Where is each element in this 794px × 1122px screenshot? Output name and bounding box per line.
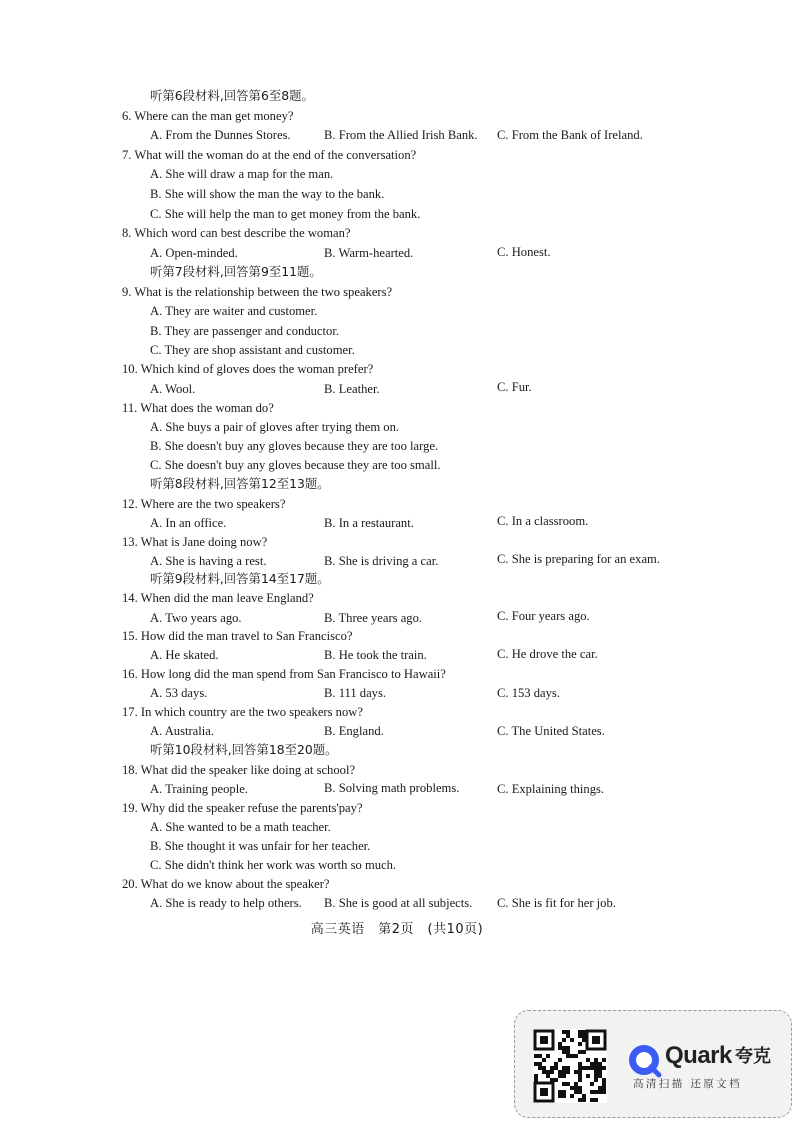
question-line: C. In a classroom. — [497, 514, 589, 528]
question-line: C. He drove the car. — [497, 647, 598, 661]
question-line: C. She will help the man to get money from the bank. — [150, 207, 421, 221]
question-line: B. In a restaurant. — [324, 516, 414, 530]
question-line: C. Fur. — [497, 380, 532, 394]
quark-brand-name: Quark — [665, 1042, 732, 1069]
question-line: 19. Why did the speaker refuse the parents'pay? — [122, 801, 363, 815]
question-line: A. Wool. — [150, 382, 196, 396]
section-instruction: 听第6段材料,回答第6至8题。 — [150, 88, 314, 103]
quark-scan-badge[interactable] — [514, 1010, 792, 1118]
question-line: C. Honest. — [497, 245, 551, 259]
section-instruction: 听第10段材料,回答第18至20题。 — [150, 742, 338, 757]
question-line: 12. Where are the two speakers? — [122, 497, 286, 511]
question-line: 6. Where can the man get money? — [122, 109, 294, 123]
question-line: B. 111 days. — [324, 686, 387, 700]
question-line: B. She is driving a car. — [324, 554, 439, 568]
question-line: C. She is fit for her job. — [497, 896, 616, 910]
question-line: B. Warm-hearted. — [324, 246, 414, 260]
question-line: C. From the Bank of Ireland. — [497, 128, 643, 142]
section-instruction: 听第7段材料,回答第9至11题。 — [150, 264, 322, 279]
question-line: 11. What does the woman do? — [122, 401, 274, 415]
question-line: 13. What is Jane doing now? — [122, 535, 268, 549]
question-line: 15. How did the man travel to San Francisco? — [122, 629, 353, 643]
question-line: C. She doesn't buy any gloves because they are too small. — [150, 458, 441, 472]
question-line: A. She is ready to help others. — [150, 896, 302, 910]
qr-code-icon[interactable] — [533, 1029, 607, 1103]
question-line: A. She will draw a map for the man. — [150, 167, 334, 181]
question-line: A. In an office. — [150, 516, 227, 530]
section-instruction: 听第9段材料,回答第14至17题。 — [150, 571, 330, 586]
question-line: B. England. — [324, 724, 384, 738]
question-line: B. She will show the man the way to the bank. — [150, 187, 385, 201]
question-line: A. Australia. — [150, 724, 215, 738]
section-instruction: 听第8段材料,回答第12至13题。 — [150, 476, 330, 491]
question-line: 16. How long did the man spend from San Francisco to Hawaii? — [122, 667, 446, 681]
question-line: 17. In which country are the two speakers now? — [122, 705, 363, 719]
question-line: C. The United States. — [497, 724, 605, 738]
question-line: B. He took the train. — [324, 648, 427, 662]
question-line: A. Two years ago. — [150, 611, 242, 625]
question-line: 8. Which word can best describe the woman? — [122, 226, 351, 240]
question-line: C. She didn't think her work was worth so much. — [150, 858, 397, 872]
question-line: A. She buys a pair of gloves after trying them on. — [150, 420, 400, 434]
quark-logo-icon — [625, 1041, 665, 1081]
question-line: A. She is having a rest. — [150, 554, 267, 568]
question-line: B. From the Allied Irish Bank. — [324, 128, 478, 142]
question-line: C. Four years ago. — [497, 609, 590, 623]
question-line: B. Solving math problems. — [324, 781, 460, 795]
question-line: 10. Which kind of gloves does the woman prefer? — [122, 362, 374, 376]
question-line: A. She wanted to be a math teacher. — [150, 820, 331, 834]
question-line: B. Leather. — [324, 382, 380, 396]
question-line: C. Explaining things. — [497, 782, 605, 796]
question-line: B. Three years ago. — [324, 611, 423, 625]
question-line: 20. What do we know about the speaker? — [122, 877, 330, 891]
question-line: A. Open-minded. — [150, 246, 238, 260]
question-line: B. She thought it was unfair for her teacher. — [150, 839, 371, 853]
question-line: 7. What will the woman do at the end of the conversation? — [122, 148, 417, 162]
question-line: C. 153 days. — [497, 686, 560, 700]
quark-brand-cn: 夸克 — [735, 1046, 771, 1067]
question-line: C. She is preparing for an exam. — [497, 552, 660, 566]
question-line: A. He skated. — [150, 648, 219, 662]
question-line: C. They are shop assistant and customer. — [150, 343, 355, 357]
question-line: A. They are waiter and customer. — [150, 304, 318, 318]
question-line: B. She is good at all subjects. — [324, 896, 473, 910]
question-line: B. They are passenger and conductor. — [150, 324, 339, 338]
question-line: A. 53 days. — [150, 686, 208, 700]
question-line: A. From the Dunnes Stores. — [150, 128, 291, 142]
question-line: A. Training people. — [150, 782, 248, 796]
page-footer: 高三英语 第2页 (共10页) — [310, 922, 484, 937]
quark-tagline: 高清扫描 还原文档 — [633, 1078, 742, 1090]
question-line: B. She doesn't buy any gloves because they are too large. — [150, 439, 439, 453]
question-line: 14. When did the man leave England? — [122, 591, 314, 605]
question-line: 9. What is the relationship between the two speakers? — [122, 285, 393, 299]
question-line: 18. What did the speaker like doing at school? — [122, 763, 356, 777]
